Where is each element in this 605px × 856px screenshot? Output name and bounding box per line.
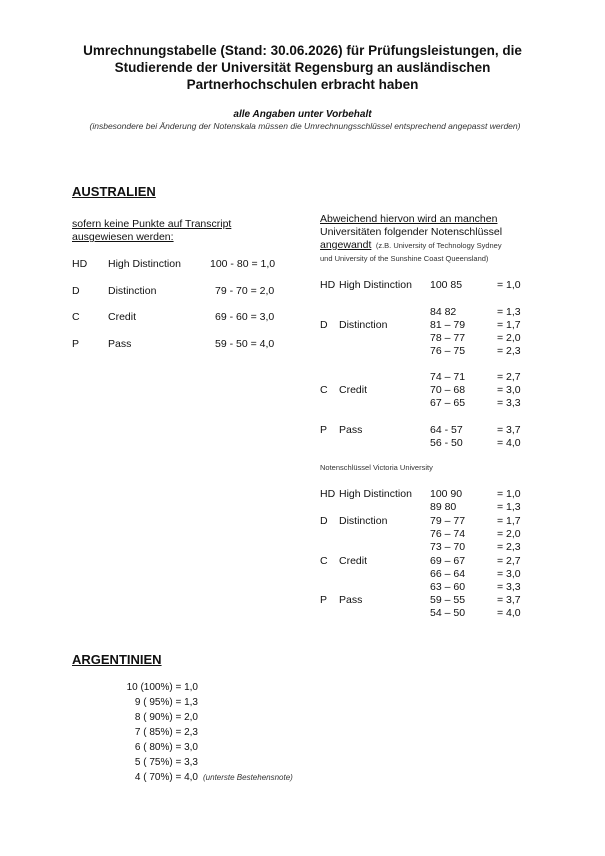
grade-name: Distinction	[108, 285, 157, 297]
title-line: Umrechnungstabelle (Stand: 30.06.2026) für Prüfungsleistungen, die	[83, 43, 522, 58]
intro-line-small: und University of the Sunshine Coast Queensland)	[320, 253, 489, 263]
grade-code: C	[72, 311, 80, 323]
points-range: 81 – 79	[430, 319, 466, 331]
table-row	[108, 742, 198, 753]
grade-name: Credit	[339, 555, 368, 567]
grade-conversion: 7 ( 85%) = 2,3	[134, 727, 198, 738]
intro-line: ausgewiesen werden:	[72, 231, 174, 243]
converted-grade: = 3,0	[497, 384, 521, 396]
title-line: Studierende der Universität Regensburg an ausländischen	[114, 60, 491, 75]
grade-code: HD	[320, 488, 336, 500]
points-range: 64 - 57	[430, 424, 463, 436]
grade-name: Credit	[108, 311, 137, 323]
grade-code: D	[72, 285, 80, 297]
points-range: 70 – 68	[430, 384, 466, 396]
grade-conversion: 5 ( 75%) = 3,3	[134, 757, 198, 768]
converted-grade: = 2,3	[497, 541, 521, 553]
points-range: 89 80	[430, 501, 457, 513]
points-range: 59 – 55	[430, 594, 466, 606]
points-range: 100 85	[430, 279, 463, 291]
converted-grade: = 3,7	[497, 424, 521, 436]
points-range: 54 – 50	[430, 607, 466, 619]
document-title	[0, 42, 605, 93]
intro-line-small: (z.B. University of Technology Sydney	[375, 241, 502, 250]
grade-name: Distinction	[339, 319, 388, 331]
points-range: 74 – 71	[430, 371, 466, 383]
converted-grade: = 3,3	[497, 581, 521, 593]
converted-grade: = 3,3	[497, 397, 521, 409]
grade-code: P	[320, 594, 328, 606]
intro-line: Abweichend hiervon wird an manchen	[320, 213, 498, 225]
converted-grade: = 2,7	[497, 371, 521, 383]
converted-grade: = 1,0	[497, 488, 521, 500]
table-row	[108, 697, 198, 708]
converted-grade: = 3,7	[497, 594, 521, 606]
grade-name: Pass	[339, 594, 363, 606]
table2-label: Notenschlüssel Victoria University	[320, 463, 433, 472]
section-heading-argentina: ARGENTINIEN	[72, 652, 162, 667]
grade-code: C	[320, 555, 328, 567]
grade-name: High Distinction	[108, 258, 181, 270]
converted-grade: = 2,3	[497, 345, 521, 357]
grade-range: 100 - 80 = 1,0	[210, 258, 276, 270]
points-range: 100 90	[430, 488, 463, 500]
intro-line: angewandt	[320, 239, 372, 251]
converted-grade: = 2,7	[497, 555, 521, 567]
grade-name: High Distinction	[339, 279, 412, 291]
converted-grade: = 1,3	[497, 501, 521, 513]
points-range: 84 82	[430, 306, 457, 318]
table-row	[108, 727, 198, 738]
table-row	[108, 682, 198, 693]
converted-grade: = 1,7	[497, 319, 521, 331]
grade-range: 69 - 60 = 3,0	[215, 311, 275, 323]
points-range: 66 – 64	[430, 568, 466, 580]
converted-grade: = 4,0	[497, 607, 521, 619]
australia-left-intro	[72, 218, 231, 244]
grade-range: 59 - 50 = 4,0	[215, 338, 275, 350]
grade-note: (unterste Bestehensnote)	[203, 773, 293, 782]
grade-conversion: 4 ( 70%) = 4,0	[134, 772, 198, 783]
grade-code: HD	[320, 279, 336, 291]
converted-grade: = 2,0	[497, 332, 521, 344]
australia-right-intro	[320, 213, 502, 265]
grade-code: HD	[72, 258, 88, 270]
grade-conversion: 10 (100%) = 1,0	[126, 682, 198, 693]
intro-line: sofern keine Punkte auf Transcript	[72, 218, 232, 230]
section-heading-australia: AUSTRALIEN	[72, 184, 156, 199]
points-range: 79 – 77	[430, 515, 466, 527]
grade-name: Pass	[339, 424, 363, 436]
title-line: Partnerhochschulen erbracht haben	[186, 77, 419, 92]
points-range: 76 – 74	[430, 528, 466, 540]
grade-code: D	[320, 515, 328, 527]
points-range: 67 – 65	[430, 397, 466, 409]
points-range: 76 – 75	[430, 345, 466, 357]
grade-name: Pass	[108, 338, 132, 350]
converted-grade: = 1,0	[497, 279, 521, 291]
points-range: 63 – 60	[430, 581, 466, 593]
grade-name: High Distinction	[339, 488, 412, 500]
grade-conversion: 9 ( 95%) = 1,3	[134, 697, 198, 708]
table-row	[108, 712, 198, 723]
points-range: 69 – 67	[430, 555, 466, 567]
subtitle: alle Angaben unter Vorbehalt	[233, 109, 372, 120]
table-row	[108, 772, 293, 783]
converted-grade: = 2,0	[497, 528, 521, 540]
grade-name: Distinction	[339, 515, 388, 527]
points-range: 78 – 77	[430, 332, 466, 344]
grade-name: Credit	[339, 384, 368, 396]
converted-grade: = 1,7	[497, 515, 521, 527]
grade-code: P	[320, 424, 328, 436]
grade-code: C	[320, 384, 328, 396]
grade-conversion: 8 ( 90%) = 2,0	[134, 712, 198, 723]
disclaimer-note: (insbesondere bei Änderung der Notenskala müssen die Umrechnungsschlüssel entsprechend angepasst werden)	[89, 121, 521, 131]
converted-grade: = 4,0	[497, 437, 521, 449]
converted-grade: = 1,3	[497, 306, 521, 318]
grade-code: P	[72, 338, 80, 350]
converted-grade: = 3,0	[497, 568, 521, 580]
grade-range: 79 - 70 = 2,0	[215, 285, 275, 297]
points-range: 73 – 70	[430, 541, 466, 553]
grade-code: D	[320, 319, 328, 331]
intro-line: Universitäten folgender Notenschlüssel	[320, 225, 503, 238]
table-row	[108, 757, 198, 768]
grade-conversion: 6 ( 80%) = 3,0	[134, 742, 198, 753]
points-range: 56 - 50	[430, 437, 463, 449]
